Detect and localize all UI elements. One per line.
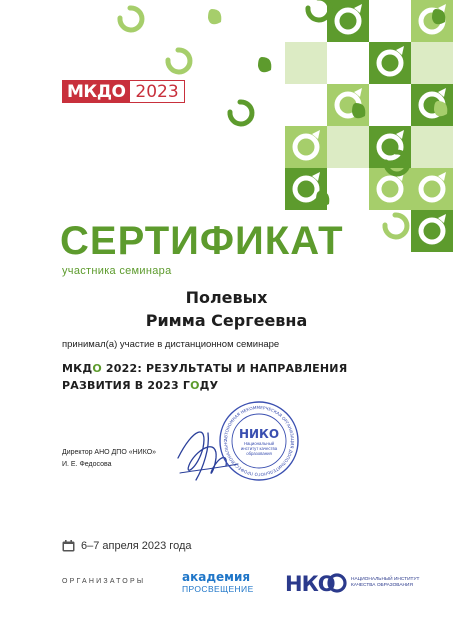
decor-shape — [316, 191, 329, 206]
event-date: 6–7 апреля 2023 года — [81, 540, 192, 552]
certificate-subtitle: участника семинара — [62, 265, 172, 277]
niko-logo-abbr: НКО — [285, 572, 335, 594]
organization-stamp — [218, 400, 300, 482]
calendar-icon — [62, 540, 75, 552]
seminar-title-part: ДУ — [199, 379, 219, 392]
niko-caption-line: КАЧЕСТВА ОБРАЗОВАНИЯ — [351, 583, 413, 588]
signatory-position: Директор АНО ДПО «НИКО» — [62, 449, 157, 456]
decor-shape — [411, 42, 453, 84]
niko-logo-mark — [285, 572, 347, 594]
decor-shape — [308, 0, 330, 20]
decor-shape — [411, 126, 453, 168]
decor-shape — [411, 210, 453, 252]
decor-shape — [327, 84, 369, 126]
stamp-sub-text: образования — [246, 451, 272, 456]
organizers-label: ОРГАНИЗАТОРЫ — [62, 578, 146, 585]
recipient-given-names: Римма Сергеевна — [145, 311, 308, 330]
mkdo-logo-year: 2023 — [130, 80, 184, 103]
mkdo-2023-logo — [62, 80, 185, 103]
stamp-ring-text: АВТОНОМНАЯ НЕКОММЕРЧЕСКАЯ ОРГАНИЗАЦИЯ ДОПОЛНИТЕЛЬНОГО ПРОФЕССИОНАЛЬНО — [222, 404, 296, 478]
decor-shape — [258, 57, 271, 72]
mkdo-logo-text: МКДО — [62, 80, 130, 103]
decor-shape — [120, 8, 142, 30]
decor-shape — [411, 84, 453, 126]
niko-caption-line: НАЦИОНАЛЬНЫЙ ИНСТИТУТ — [351, 577, 420, 582]
decor-shape — [208, 9, 221, 24]
niko-logo — [285, 572, 421, 594]
event-date-row — [62, 540, 192, 552]
certificate-title: СЕРТИФИКАТ — [60, 219, 344, 263]
seminar-title — [62, 360, 362, 394]
seminar-title-highlight: О — [190, 379, 200, 392]
stamp-sub-text: Национальный — [243, 441, 275, 446]
stamp-center-text: НИКО — [238, 427, 280, 441]
seminar-title-highlight: О — [92, 362, 102, 375]
akademia-logo-line1: академия — [182, 570, 251, 584]
seminar-title-part: 2022: РЕЗУЛЬТАТЫ И НАПРАВЛЕНИЯ РАЗВИТИЯ В 2023 Г — [62, 362, 348, 392]
decor-shape — [327, 0, 369, 42]
participation-text: принимал(а) участие в дистанционном семинаре — [62, 339, 280, 350]
decor-shape — [411, 168, 453, 210]
decor-shape — [285, 126, 327, 168]
stamp-sub-text: институт качества — [240, 446, 278, 451]
recipient-surname: Полевых — [185, 288, 268, 307]
akademia-prosveshchenie-logo — [182, 571, 254, 595]
akademia-logo-line2: ПРОСВЕЩЕНИЕ — [182, 584, 254, 594]
decor-shape — [411, 0, 453, 42]
decor-shape — [168, 50, 190, 72]
decor-shape — [369, 126, 411, 168]
signatory-block — [62, 447, 156, 471]
seminar-title-part: МКД — [62, 362, 93, 375]
decor-shape — [230, 102, 252, 124]
decor-shape — [369, 42, 411, 84]
signatory-name: И. Е. Федосова — [62, 461, 112, 468]
decor-shape — [285, 42, 327, 84]
decor-shape — [327, 126, 369, 168]
niko-logo-caption — [351, 577, 421, 589]
decor-shape — [385, 215, 407, 237]
